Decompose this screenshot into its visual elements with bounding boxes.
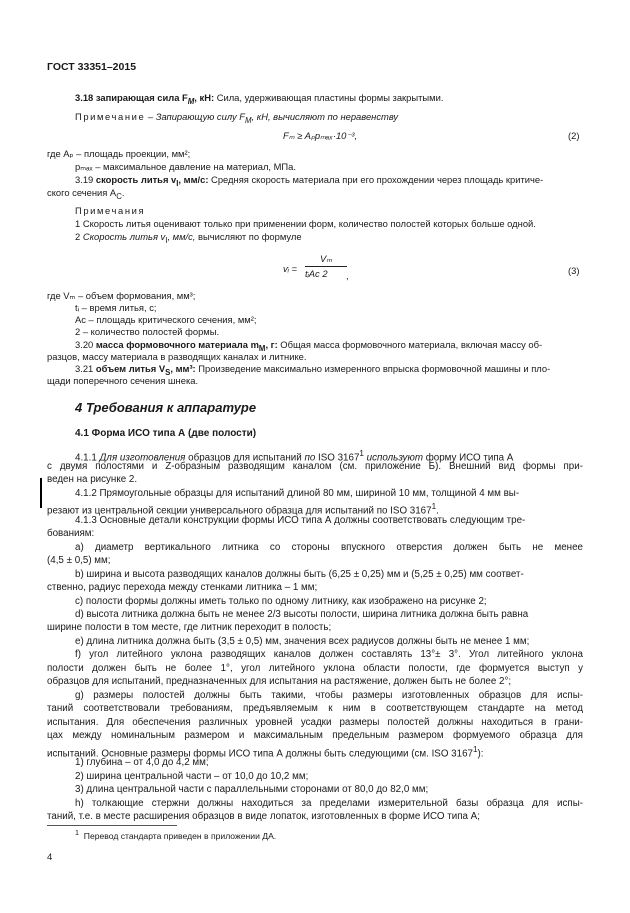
note-2: 2 Скорость литья $v_I$, мм/с, вычисляют по формуле — [75, 231, 302, 245]
term-3-18: 3.18 запирающая сила $F_M$, кН: Сила, удерживающая пластины формы закрытыми. — [75, 92, 444, 106]
item-g-cont2: испытания. Для обеспечения различных уровней усадки размеры полостей должны находиться в грани- — [47, 717, 583, 728]
note-1: 1 Скорость литья оценивают только при применении форм, количество полостей которых больше одной. — [75, 218, 536, 229]
equation-2: Fₘ ≥ Aₚpₘₐₓ·10⁻³, — [283, 130, 358, 141]
equation-3-comma: , — [346, 270, 349, 281]
para-4-1-3: 4.1.3 Основные детали конструкции формы ИСО типа А должны соответствовать следующим тре- — [75, 515, 526, 526]
item-f-cont1: полости должен быть не более 1°, угол литейного уклона области полости, где формуется выступ у — [47, 663, 583, 674]
where-2: 2 – количество полостей формы. — [75, 326, 220, 337]
term-3-19-cont: ского сечения $A_C$. — [47, 187, 125, 201]
para-4-1-1-line3: веден на рисунке 2. — [47, 474, 138, 485]
where-vm: где Vₘ – объем формования, мм³; — [47, 290, 196, 301]
para-4-1-2: 4.1.2 Прямоугольные образцы для испытаний длиной 80 мм, шириной 10 мм, толщиной 4 мм вы- — [75, 488, 520, 499]
term-3-21-cont: щади поперечного сечения шнека. — [47, 375, 199, 386]
para-4-1-3-line2: бованиям: — [47, 528, 95, 539]
para-4-1-2-line2: резают из центральной секции универсального образца для испытаний по ISO 3167$^1$. — [47, 502, 439, 517]
item-c: c) полости формы должны иметь только по одному литнику, как изображено на рисунке 2; — [75, 596, 487, 607]
where-ap: где Aₚ – площадь проекции, мм²; — [47, 148, 191, 159]
item-b-cont: ственно, радиус перехода между стенками литника – 1 мм; — [47, 582, 318, 593]
term-3-20: 3.20 масса формовочного материала $m_M$, г: Общая масса формовочного материала, включая массу об- — [75, 339, 543, 353]
item-g-cont3: цах между номинальным размером и максимальным предельным размером формуемого образца для — [47, 730, 583, 741]
document-header: ГОСТ 33351–2015 — [47, 61, 137, 73]
subitem-1: 1) глубина – от 4,0 до 4,2 мм; — [75, 757, 209, 768]
where-ac: Aᴄ – площадь критического сечения, мм²; — [75, 314, 257, 325]
equation-3-fraction — [305, 253, 363, 279]
term-3-21: 3.21 объем литья $V_S$, мм³: Произведение максимально измеренного впрыска формовочной машины и пло- — [75, 363, 551, 377]
item-a: a) диаметр вертикального литника со стороны впускного отверстия должен быть не менее — [75, 542, 583, 553]
section-heading: 4 Требования к аппаратуре — [75, 400, 257, 415]
item-b: b) ширина и высота разводящих каналов должны быть (6,25 ± 0,25) мм и (5,25 ± 0,25) мм соответ- — [75, 569, 524, 580]
item-h: h) толкающие стержни должны находиться за пределами измерительной базы образца для испы- — [75, 798, 583, 809]
equation-2-number: (2) — [568, 130, 580, 141]
term-3-20-cont: разцов, массу материала в разводящих каналах и литнике. — [47, 351, 307, 362]
equation-3-lhs: vᵢ = — [283, 263, 297, 274]
footnote-rule — [47, 825, 177, 826]
footnote: $^1$ Перевод стандарта приведен в приложении ДА. — [75, 829, 277, 841]
equation-3-numerator: Vₘ — [319, 253, 333, 264]
subitem-2: 2) ширина центральной части – от 10,0 до 10,2 мм; — [75, 771, 309, 782]
subitem-3: 3) длина центральной части с параллельными сторонами от 80,0 до 82,0 мм; — [75, 784, 429, 795]
para-4-1-1-line2: с двумя полостями и Z-образным разводящим каналом (см. приложение Б). Внешний вид формы при- — [47, 461, 583, 472]
page-number: 4 — [47, 852, 53, 863]
item-h-cont: таний, т.е. в месте расширения образцов в виде лопаток, изготовленных в форме ИСО типа А; — [47, 811, 480, 822]
note-3-18: Примечание – Запирающую силу $F_M$, кН, вычисляют по неравенству — [75, 111, 399, 125]
item-g-cont1: таний соответствовали требованиям, предъявляемым к ним в соответствующем стандарте на метод — [47, 703, 583, 714]
item-d-cont: ширине полости в том месте, где литник переходит в полость; — [47, 622, 332, 633]
change-bar — [40, 478, 42, 508]
equation-3-denominator: tᵢAᴄ 2 — [305, 268, 328, 279]
item-g-cont4: испытаний. Основные размеры формы ИСО типа А должны быть следующими (см. ISO 3167$^1$): — [47, 745, 484, 760]
term-3-19: 3.19 скорость литья $v_I$, мм/с: Средняя скорость материала при его прохождении через площадь критиче- — [75, 174, 544, 188]
item-d: d) высота литника должна быть не менее 2/3 высоты полости, ширина литника должна быть равна — [75, 609, 529, 620]
para-4-1-1: 4.1.1 Для изготовления образцов для испытаний по ISO 3167$^1$ используют форму ИСО типа А — [75, 449, 514, 464]
equation-3-number: (3) — [568, 265, 580, 276]
item-f-cont2: образцов для испытаний, предназначенных для испытания на растяжение, должен быть не более 2°; — [47, 676, 512, 687]
where-pmax: pₘₐₓ – максимальное давление на материал, МПа. — [75, 161, 296, 172]
item-a-cont: (4,5 ± 0,5) мм; — [47, 555, 111, 566]
where-ti: tᵢ – время литья, с; — [75, 302, 157, 313]
item-f: f) угол литейного уклона разводящих каналов должен составлять 13°± 3°. Угол литейного уклона — [75, 649, 583, 660]
fraction-bar — [305, 266, 347, 267]
item-g: g) размеры полостей должны быть такими, чтобы размеры изготовленных образцов для испы- — [75, 690, 583, 701]
subsection-heading: 4.1 Форма ИСО типа А (две полости) — [75, 428, 257, 439]
notes-heading: Примечания — [75, 205, 146, 216]
item-e: e) длина литника должна быть (3,5 ± 0,5) мм, значения всех радиусов должны быть не менее 1 мм; — [75, 636, 530, 647]
